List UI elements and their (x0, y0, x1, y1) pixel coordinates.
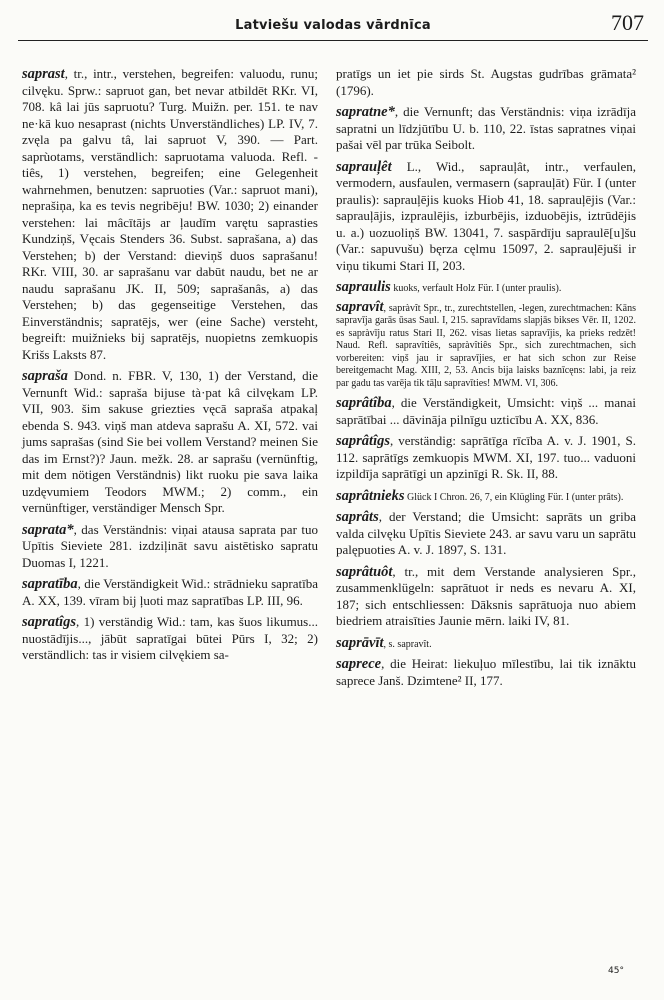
headword: saprâts (336, 509, 379, 525)
entry-text: kuoks, verfault Holz Für. I (unter praulis). (390, 283, 562, 294)
dictionary-entry-continuation (336, 66, 636, 99)
entry-text: , sapràvît Spr., tr., zurechtstellen, -legen, zurechtmachen: Kāns sapravīja garās ūsas Saul. I, 215. sapravīdams slapjās bikses Vēr. II, 1202. es sapràvīju ratus Stari II, 262. visas lietas sapravījis, ka prieks redzēt! Naud. Refl. sapravîtiês, sapràvîtiês Spr., sich zurechtmachen, sich vorbereiten: viņš jau ir sapravījies, er hat sich schon zur Reise bereitgemacht Mag. XIII, 2, 53. Ancis bija laisks baznīcęns: labi, ja reiz par gadu tas varēja tik tāļu sapravīties! MWM. VI, 306. (336, 302, 636, 389)
dictionary-entry (22, 66, 318, 363)
dictionary-entry (22, 614, 318, 664)
entry-text: pratīgs un iet pie sirds St. Augstas gudrības grāmata² (1796). (336, 66, 636, 98)
running-title: Latviešu valodas vārdnīca (235, 18, 431, 33)
headword: saprata* (22, 521, 74, 538)
dictionary-entry (336, 488, 636, 505)
headword: sapratîgs (22, 614, 76, 630)
entry-text: , die Verständigkeit, Umsicht: viņš ... manai saprātībai ... dāvināja pilnīgu uzticību A. XX, 836. (336, 395, 636, 427)
headword: saprâtîba (336, 395, 392, 411)
entry-text: Dond. n. FBR. V, 130, 1) der Verstand, die Vernunft Wid.: sapraša bijuse tà·pat kâ cilvękam LP. VII, 903. šim sakuse griezties vęcā sapraša atpakaļ ebenda S. 943. viņš man atdeva saprašu A. XI, 572. vai jums saprašas (sind Sie bei vollem Verstand? meinen Sie das im Ernst?)? Jaun. mežk. 28. ar saprašu (vernünftig, mit dem nötigen Verständnis) likt ruoku pie sava laika uzdęvumiem Teodors MWM.; 2) comm., ein vernünftiger, verständiger Mensch Spr. (22, 368, 318, 515)
dictionary-entry (336, 433, 636, 483)
headword: saprâtuôt (336, 563, 393, 580)
headword: sapratība (22, 576, 78, 592)
dictionary-entry (22, 368, 318, 517)
headword: sapraša (22, 368, 68, 384)
dictionary-entry (336, 159, 636, 275)
headword: sapratne* (336, 104, 395, 120)
entry-text: , tr., intr., verstehen, begreifen: valuodu, runu; cilvęku. Sprw.: sapruot gan, bet nevar atbildēt RKr. VI, 708. kâ lai jūs sapruotu? Turg. Muižn. per. 151. te nav ne·kā kuo nesaprast (nichts Unverständliches) LP. IV, 7. zvęla pa galvu tâ, lai sapruot V, 390. — Part. saprùotams, verständlich: sapruotama valuoda. Refl. -tiês, 1) verstehen, begreifen; eine Gelegenheit wahrnehmen, benutzen: sapruoties (Var.: sapruot mani), neprašiņa, ka es tevis negribēju! BW. 1030; 2) einander verstehen: lai mâcītājs ar ļaudīm varętu saprasties Kundziņš, Vęcais Stenders 36. Subst. saprašana, a) das Verstehen; b) der Verstand: dieviņš duos saprašanu! RKr. VIII, 30. ar saprašanu var dabūt naudu, bet ne ar naudu saprašanu JK. II, 509; saprašanâs, a) das Verstehen; b) das gegenseitige Verstehen, das Einverständnis; sapratējs, wer (eine Sache) versteht, begreift: muižnieks bij sapratējs, nuopietns zemkuopis Krišs Laksts 87. (22, 66, 318, 362)
entry-text: , s. sapravît. (383, 638, 432, 650)
headword: sapravît (336, 298, 384, 315)
printer-signature-mark: 45° (608, 966, 624, 976)
dictionary-entry (22, 522, 318, 572)
entry-text: , die Vernunft; das Verständnis: viņa izrādīja sapratni un līdzjūtību U. b. 110, 22. īstas sapratnes viņai pašai vēl par trūka Seibolt. (336, 104, 636, 152)
entry-text: Glück I Chron. 26, 7, ein Klügling Für. I (unter prâts). (404, 491, 624, 503)
headword: saprast (22, 66, 65, 82)
dictionary-entry (22, 576, 318, 609)
dictionary-entry (336, 656, 636, 689)
dictionary-entry (336, 279, 636, 296)
entry-text: , die Verständigkeit Wid.: strādnieku sapratība A. XX, 139. vīram bij ļuoti maz sapratības LP. III, 96. (22, 576, 318, 608)
headword: saprāvīt (336, 634, 384, 651)
page-number: 707 (611, 10, 644, 35)
dictionary-entry (336, 509, 636, 559)
dictionary-entry (336, 564, 636, 630)
entry-text: , verständig: saprātīga rīcība A. v. J. 1901, S. 112. saprātīgs zemkuopis MWM. XI, 197. tuo... vaduoni izpildīja saprātīgi un apzinīgi R. Sk. II, 88. (336, 433, 636, 481)
headword: saprece (336, 656, 382, 672)
headword: saprauļêt (336, 158, 392, 175)
right-column (336, 66, 636, 689)
dictionary-entry (336, 104, 636, 154)
dictionary-entry (336, 395, 636, 428)
headword: sapraulis (336, 279, 391, 295)
entry-text: , 1) verständig Wid.: tam, kas šuos likumus... nuostādījis..., jābūt sapratīgai būtei Pūrs I, 32; 2) verständlich: tas ir visiem cilvękiem sa- (22, 614, 318, 662)
entry-text: , das Verständnis: viņai atausa saprata par tuo Upītis Sieviete 281. izdziļināt savu aistētisko sapratu Duomas I, 1221. (22, 521, 318, 570)
headword: saprâtîgs (336, 433, 390, 449)
dictionary-entry (336, 298, 636, 391)
entry-text: , tr., mit dem Verstande analysieren Spr., zusammenklügeln: saprātuot ir neds es nevaru A. XI, 187; sich entschliessen: Dāksnis saprātuoja nuo abiem biedriem atraisīties Jaunie mērn. laiki IV, 81. (336, 563, 636, 628)
entry-text: , die Heirat: liekuļuo mīlestību, lai tik iznāktu saprece Janš. Dzimtene² II, 177. (336, 656, 636, 688)
headword: saprâtnieks (336, 487, 405, 504)
dictionary-entry (336, 635, 636, 652)
left-column (22, 66, 318, 664)
entry-text: L., Wid., saprauļât, intr., verfaulen, vermodern, ausfaulen, vermasern (saprauļāt) Für. I (unter praulis): saprauļējis kuoks Hiob 41, 18. saprauļējis (Var.: saprauļājis, izpraulējis, izburbējis, izduobējis, iztrūdējis u. a.) uozuoliņš BW. 13041, 7. saspārdīju sapraulē[u]šu (Var.: sapuvušu) bęrza cęlmu 15097, 2. saprauļējuši ir viņu tikumi Stari II, 203. (336, 158, 636, 273)
entry-text: , der Verstand; die Umsicht: saprāts un griba valda cilvęku Upītis Sieviete 243. ar savu varu un saprātu palępuoties A. v. J. 1897, S. 131. (336, 509, 636, 557)
page-header (18, 4, 648, 41)
